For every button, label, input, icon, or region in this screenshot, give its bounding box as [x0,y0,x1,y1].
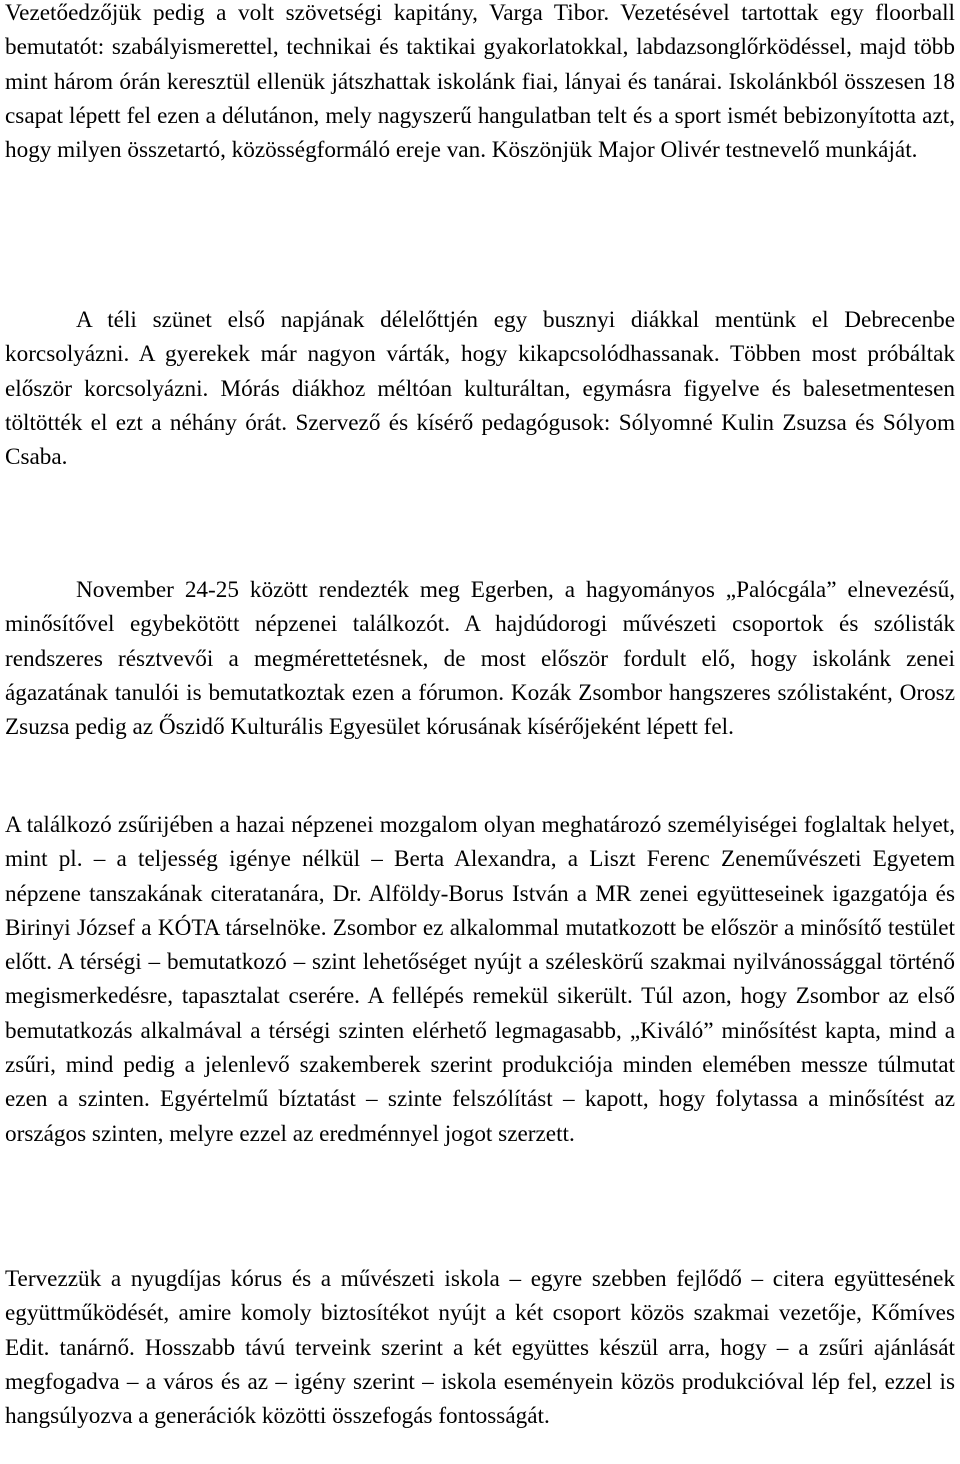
paragraph-palocgala: November 24-25 között rendezték meg Egerben, a hagyományos „Palócgála” elnevezésű, minősítővel egybekötött népzenei találkozót. A hajdúdorogi művészeti csoportok és szólisták rendszeres résztvevői a megmérettetésnek, de most először fordult elő, hogy iskolánk zenei ágazatának tanulói is bemutatkoztak ezen a fórumon. Kozák Zsombor hangszeres szólistaként, Orosz Zsuzsa pedig az Őszidő Kulturális Egyesület kórusának kísérőjeként lépett fel. [5,577,955,741]
paragraph-floorball: Vezetőedzőjük pedig a volt szövetségi kapitány, Varga Tibor. Vezetésével tartottak egy floorball bemutatót: szabályismerettel, technikai és taktikai gyakorlatokkal, labdazsonglőrködéssel, majd több mint három órán keresztül ellenük játszhattak iskolánk fiai, lányai és tanárai. Iskolánkból összesen 18 csapat lépett fel ezen a délutánon, mely nagyszerű hangulatban telt és a sport ismét bebizonyította azt, hogy milyen összetartó, közösségformáló ereje van. Köszönjük Major Olivér testnevelő munkáját. [5,0,955,164]
paragraph-jury: A találkozó zsűrijében a hazai népzenei mozgalom olyan meghatározó személyiségei foglaltak helyet, mint pl. – a teljesség igénye nélkül – Berta Alexandra, a Liszt Ferenc Zeneművészeti Egyetem népzene tanszakának citeratanára, Dr. Alföldy-Borus István a MR zenei együtteseinek igazgatója és Birinyi József a KÓTA társelnöke. Zsombor ez alkalommal mutatkozott be először a minősítő testület előtt. A térségi – bemutatkozó – szint lehetőséget nyújt a széleskörű szakmai nyilvánossággal történő megismerkedésre, tapasztalat cserére. A fellépés remekül sikerült. Túl azon, hogy Zsombor az első bemutatkozás alkalmával a térségi szinten elérhető legmagasabb, „Kiváló” minősítést kapta, mind a zsűri, mind pedig a jelenlevő szakemberek szerint produkciója minden elemében messze túlmutat ezen a szinten. Egyértelmű bíztatást – szinte felszólítást – kapott, hogy folytassa a minősítést az országos szinten, melyre ezzel az eredménnyel jogot szerzett. [5,812,955,1147]
paragraph-skating: A téli szünet első napjának délelőttjén egy busznyi diákkal mentünk el Debrecenbe korcsolyázni. A gyerekek már nagyon várták, hogy kikapcsolódhassanak. Többen most próbáltak először korcsolyázni. Mórás diákhoz méltóan kulturáltan, egymásra figyelve és balesetmentesen töltötték el ezt a néhány órát. Szervező és kísérő pedagógusok: Sólyomné Kulin Zsuzsa és Sólyom Csaba. [5,307,955,471]
paragraph-plans: Tervezzük a nyugdíjas kórus és a művészeti iskola – egyre szebben fejlődő – citera együttesének együttműködését, amire komoly biztosítékot nyújt a két csoport közös szakmai vezetője, Kőmíves Edit. tanárnő. Hosszabb távú terveink szerint a két együttes készül arra, hogy – a zsűri ajánlását megfogadva – a város és az – igény szerint – iskola eseményein közös produkcióval lép fel, ezzel is hangsúlyozva a generációk közötti összefogás fontosságát. [5,1266,955,1430]
